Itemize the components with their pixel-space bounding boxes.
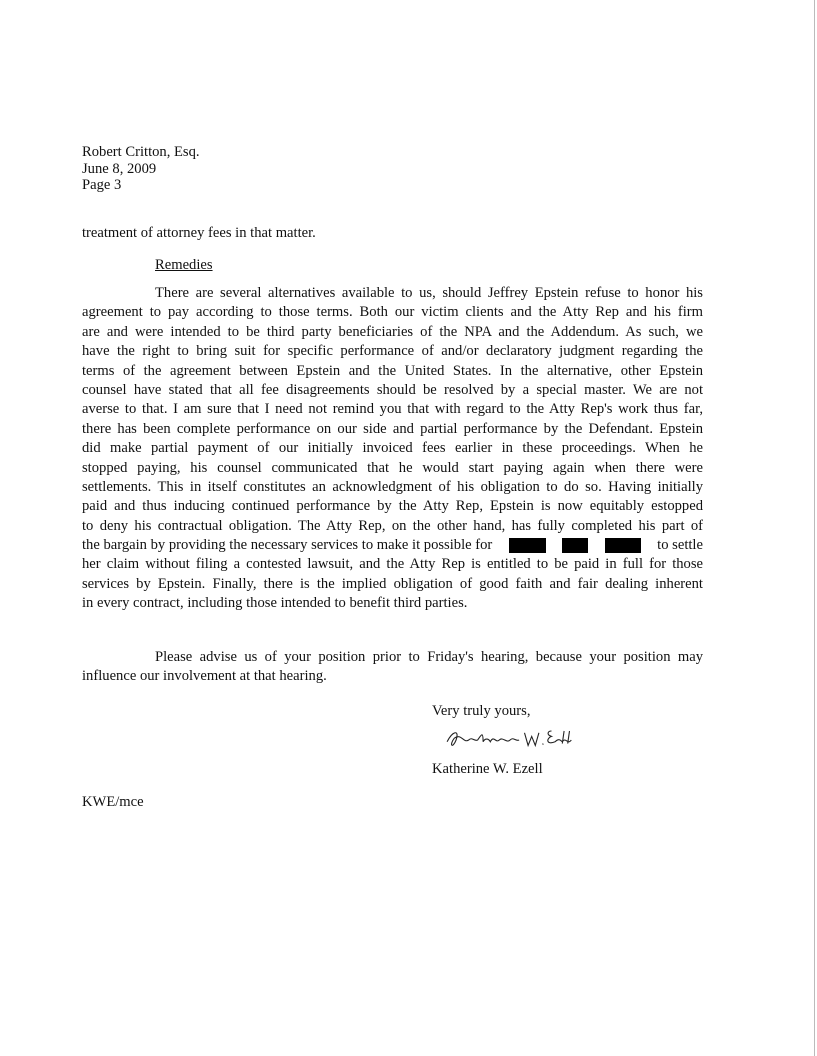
text-line: are and were intended to be third party beneficiaries of the NPA and the Addendum. As such, we bbox=[82, 323, 703, 340]
text-line: averse to that. I am sure that I need not remind you that with regard to the Atty Rep's work thus far, bbox=[82, 401, 703, 418]
typist-initials: KWE/mce bbox=[82, 794, 144, 810]
text-line: paid and thus inducing continued performance by the Atty Rep, Epstein is now equitably estopped bbox=[82, 498, 703, 515]
text-line: services by Epstein. Finally, there is the implied obligation of good faith and fair dealing inherent bbox=[82, 575, 703, 592]
redaction-box bbox=[605, 538, 641, 553]
text-line: there has been complete performance on our side and partial performance by the Defendant. Epstein bbox=[82, 420, 703, 437]
recipient: Robert Critton, Esq. bbox=[82, 144, 200, 160]
redaction-box bbox=[509, 538, 546, 553]
text-line: to deny his contractual obligation. The Atty Rep, on the other hand, has fully completed his part of bbox=[82, 517, 703, 534]
text-line: settlements. This in itself constitutes an acknowledgment of his obligation to do so. Having initially bbox=[82, 478, 703, 495]
paragraph-request bbox=[82, 648, 703, 687]
signature bbox=[436, 722, 586, 758]
text-line: Please advise us of your position prior to Friday's hearing, because your position may bbox=[155, 649, 703, 665]
text-line: did make partial payment of our initially invoiced fees earlier in these proceedings. When he bbox=[82, 440, 703, 457]
page-number: Page 3 bbox=[82, 177, 122, 193]
text-line: in every contract, including those intended to benefit third parties. bbox=[82, 595, 468, 612]
scan-edge bbox=[814, 0, 815, 1056]
text-line: have the right to bring suit for specific performance of and/or declaratory judgment regarding the bbox=[82, 343, 703, 360]
letter-header bbox=[82, 144, 200, 194]
text-line: influence our involvement at that hearing. bbox=[82, 668, 327, 685]
text-line: terms of the agreement between Epstein and the United States. In the alternative, other Epstein bbox=[82, 362, 703, 379]
continuation-text: treatment of attorney fees in that matter. bbox=[82, 225, 316, 241]
section-heading: Remedies bbox=[155, 257, 213, 273]
text-line: There are several alternatives available to us, should Jeffrey Epstein refuse to honor his bbox=[155, 285, 703, 301]
text-line: her claim without filing a contested lawsuit, and the Atty Rep is entitled to be paid in full for those bbox=[82, 556, 703, 573]
redaction-box bbox=[562, 538, 588, 553]
paragraph-remedies bbox=[82, 284, 703, 614]
text-line-redacted: the bargain by providing the necessary services to make it possible for to settle bbox=[82, 537, 703, 554]
text-line: stopped paying, his counsel communicated that he would start paying again when there were bbox=[82, 459, 703, 476]
text-line: counsel have stated that all fee disagreements should be resolved by a special master. We are not bbox=[82, 381, 703, 398]
text-line: agreement to pay according to those terms. Both our victim clients and the Atty Rep and his firm bbox=[82, 304, 703, 321]
signer-name: Katherine W. Ezell bbox=[432, 761, 543, 777]
letter-date: June 8, 2009 bbox=[82, 160, 157, 177]
closing: Very truly yours, bbox=[432, 703, 531, 719]
